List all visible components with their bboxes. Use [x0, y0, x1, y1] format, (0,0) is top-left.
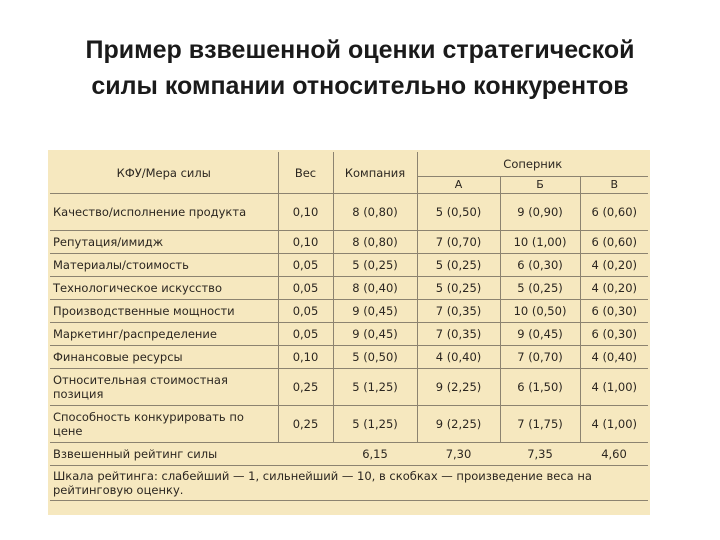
table-row [50, 300, 648, 323]
row-weight: 0,10 [278, 194, 333, 231]
row-rival-b: 10 (0,50) [500, 300, 580, 323]
row-factor: Технологическое искусство [50, 277, 278, 300]
row-rival-c: 4 (0,40) [580, 346, 648, 369]
row-rival-a: 9 (2,25) [417, 406, 500, 443]
row-factor: Способность конкурировать по цене [50, 406, 278, 443]
row-rival-b: 10 (1,00) [500, 231, 580, 254]
header-rival-a: А [417, 177, 500, 194]
table-row [50, 231, 648, 254]
row-weight: 0,25 [278, 369, 333, 406]
row-rival-a: 5 (0,25) [417, 277, 500, 300]
row-rival-b: 6 (1,50) [500, 369, 580, 406]
row-factor: Финансовые ресурсы [50, 346, 278, 369]
header-weight: Вес [278, 152, 333, 194]
row-rival-c: 6 (0,60) [580, 194, 648, 231]
header-factor: КФУ/Мера силы [50, 152, 278, 194]
row-rival-b: 7 (0,70) [500, 346, 580, 369]
row-rival-c: 6 (0,30) [580, 300, 648, 323]
row-weight: 0,25 [278, 406, 333, 443]
row-rival-a: 5 (0,50) [417, 194, 500, 231]
header-rival-b: Б [500, 177, 580, 194]
header-company: Компания [333, 152, 417, 194]
row-weight: 0,05 [278, 277, 333, 300]
header-rival-c: В [580, 177, 648, 194]
row-rival-b: 7 (1,75) [500, 406, 580, 443]
row-factor: Качество/исполнение продукта [50, 194, 278, 231]
row-rival-b: 9 (0,45) [500, 323, 580, 346]
rating-table [50, 152, 648, 501]
table-row [50, 346, 648, 369]
row-factor: Маркетинг/распределение [50, 323, 278, 346]
rating-label: Взвешенный рейтинг силы [50, 443, 333, 466]
table-row [50, 323, 648, 346]
slide-title-line-1: Пример взвешенной оценки стратегической [85, 36, 635, 64]
table-row [50, 369, 648, 406]
row-weight: 0,05 [278, 254, 333, 277]
scale-note: Шкала рейтинга: слабейший — 1, сильнейший — 10, в скобках — произведение веса на рейтинговую оценку. [50, 466, 648, 501]
table-row [50, 277, 648, 300]
rating-rival-c: 4,60 [580, 443, 648, 466]
row-company: 8 (0,40) [333, 277, 417, 300]
table-row [50, 194, 648, 231]
row-factor: Производственные мощности [50, 300, 278, 323]
table-header-row [50, 152, 648, 177]
slide-title-line-2: силы компании относительно конкурентов [91, 72, 629, 100]
header-rivals: Соперник [417, 152, 648, 177]
row-rival-a: 7 (0,35) [417, 323, 500, 346]
rating-table-image [48, 150, 650, 515]
row-rival-c: 4 (0,20) [580, 277, 648, 300]
row-rival-a: 9 (2,25) [417, 369, 500, 406]
row-company: 8 (0,80) [333, 194, 417, 231]
slide-title [0, 32, 720, 104]
row-company: 5 (1,25) [333, 369, 417, 406]
row-rival-c: 6 (0,30) [580, 323, 648, 346]
row-company: 5 (0,50) [333, 346, 417, 369]
row-weight: 0,10 [278, 231, 333, 254]
row-company: 9 (0,45) [333, 323, 417, 346]
rating-rival-b: 7,35 [500, 443, 580, 466]
row-weight: 0,10 [278, 346, 333, 369]
row-rival-c: 6 (0,60) [580, 231, 648, 254]
row-rival-b: 5 (0,25) [500, 277, 580, 300]
row-weight: 0,05 [278, 300, 333, 323]
row-company: 8 (0,80) [333, 231, 417, 254]
row-rival-a: 4 (0,40) [417, 346, 500, 369]
scale-note-row [50, 466, 648, 501]
row-rival-c: 4 (0,20) [580, 254, 648, 277]
row-factor: Материалы/стоимость [50, 254, 278, 277]
table-row [50, 254, 648, 277]
rating-rival-a: 7,30 [417, 443, 500, 466]
row-company: 9 (0,45) [333, 300, 417, 323]
row-factor: Относительная стоимостная позиция [50, 369, 278, 406]
rating-company: 6,15 [333, 443, 417, 466]
row-company: 5 (1,25) [333, 406, 417, 443]
row-rival-a: 5 (0,25) [417, 254, 500, 277]
row-rival-b: 6 (0,30) [500, 254, 580, 277]
row-rival-b: 9 (0,90) [500, 194, 580, 231]
row-company: 5 (0,25) [333, 254, 417, 277]
row-factor: Репутация/имидж [50, 231, 278, 254]
row-rival-a: 7 (0,70) [417, 231, 500, 254]
row-rival-a: 7 (0,35) [417, 300, 500, 323]
row-rival-c: 4 (1,00) [580, 369, 648, 406]
row-rival-c: 4 (1,00) [580, 406, 648, 443]
table-row [50, 406, 648, 443]
weighted-rating-row [50, 443, 648, 466]
row-weight: 0,05 [278, 323, 333, 346]
